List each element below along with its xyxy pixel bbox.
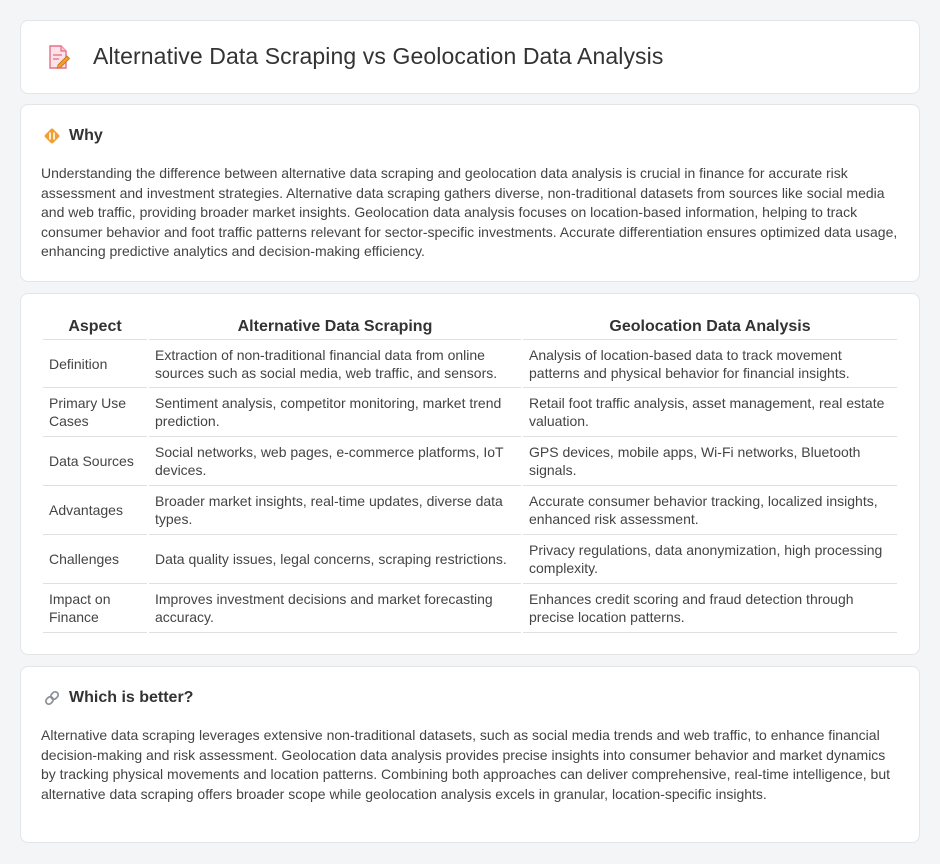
why-body: Understanding the difference between alternative data scraping and geolocation data analysis is crucial in finance for accurate risk assessment and investment strategies. Alternative data scraping gathers diverse, non-traditional datasets from sources like social media and web traffic, providing broader market insights. Geolocation data analysis focuses on location-based information, helping to track consumer behavior and foot traffic patterns relevant for sector-specific investments. Accurate differentiation ensures optimized data usage, enhancing predictive analytics and decision-making efficiency. [41,165,898,260]
row-aspect: Challenges [43,535,147,584]
row-geolocation: Accurate consumer behavior tracking, localized insights, enhanced risk assessment. [523,486,897,535]
row-aspect: Impact on Finance [43,584,147,633]
title-row [47,43,663,70]
document-pen-icon [47,44,71,70]
comparison-table [41,315,899,633]
row-alt-scraping: Sentiment analysis, competitor monitoring, market trend prediction. [149,388,521,437]
comparison-section [20,293,920,655]
table-row [43,584,897,633]
row-alt-scraping: Social networks, web pages, e-commerce platforms, IoT devices. [149,437,521,486]
title-card [20,20,920,94]
which-is-better-section [20,666,920,843]
header-geolocation-data-analysis: Geolocation Data Analysis [609,318,811,335]
page-title: Alternative Data Scraping vs Geolocation Data Analysis [93,43,664,69]
row-geolocation: Analysis of location-based data to track movement patterns and physical behavior for financial insights. [523,339,897,388]
header-aspect: Aspect [68,318,122,335]
table-header-row [43,315,897,339]
row-geolocation: Retail foot traffic analysis, asset management, real estate valuation. [523,388,897,437]
row-geolocation: Enhances credit scoring and fraud detection through precise location patterns. [523,584,897,633]
diamond-warning-icon [43,127,61,145]
link-icon [43,689,61,707]
better-body: Alternative data scraping leverages extensive non-traditional datasets, such as social media trends and web traffic, to enhance financial decision-making and risk assessment. Geolocation data analysis provides precise insights into consumer behavior and market dynamics by tracking physical movements and location patterns. Combining both approaches can deliver comprehensive, real-time intelligence, but alternative data scraping offers broader scope while geolocation analysis excels in granular, location-specific insights. [41,727,891,802]
row-aspect: Data Sources [43,437,147,486]
row-alt-scraping: Data quality issues, legal concerns, scraping restrictions. [149,535,521,584]
row-alt-scraping: Improves investment decisions and market forecasting accuracy. [149,584,521,633]
row-geolocation: Privacy regulations, data anonymization, high processing complexity. [523,535,897,584]
header-alternative-data-scraping: Alternative Data Scraping [237,318,433,335]
table-row [43,388,897,437]
row-geolocation: GPS devices, mobile apps, Wi-Fi networks, Bluetooth signals. [523,437,897,486]
table-row [43,486,897,535]
better-heading: Which is better? [69,689,194,706]
row-alt-scraping: Broader market insights, real-time updates, diverse data types. [149,486,521,535]
row-alt-scraping: Extraction of non-traditional financial data from online sources such as social media, web traffic, and sensors. [149,339,521,388]
table-row [43,339,897,388]
better-heading-row [43,689,193,707]
why-section [20,104,920,282]
row-aspect: Advantages [43,486,147,535]
why-heading: Why [69,127,103,144]
table-row [43,535,897,584]
why-heading-row [43,127,103,145]
row-aspect: Primary Use Cases [43,388,147,437]
table-row [43,437,897,486]
row-aspect: Definition [43,339,147,388]
